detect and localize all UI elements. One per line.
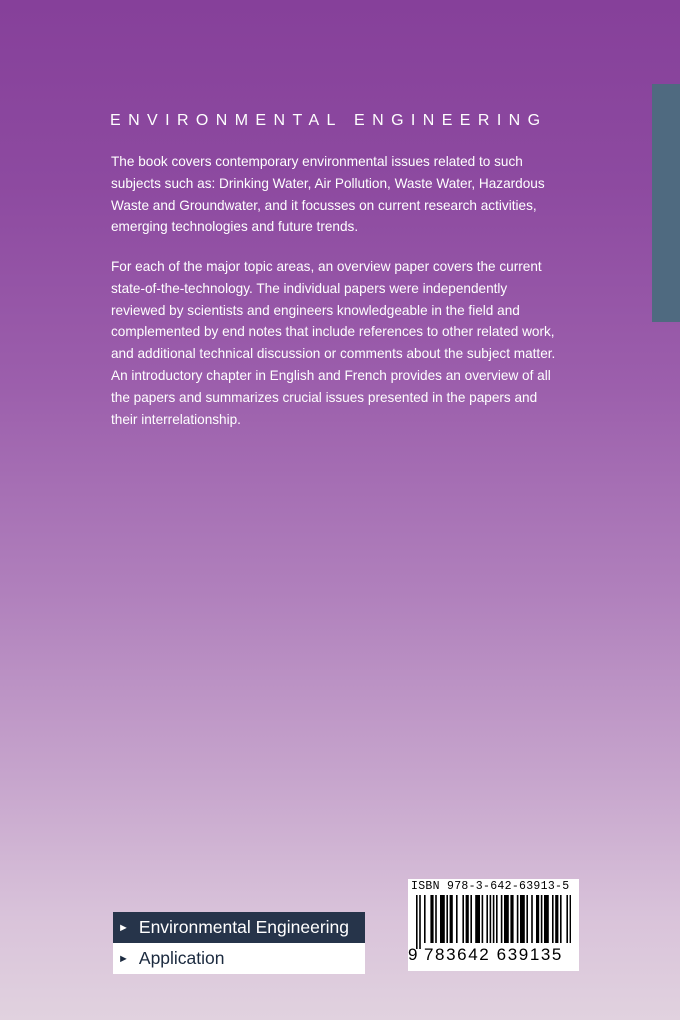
- barcode-block: [408, 879, 579, 971]
- barcode-bar: [517, 895, 519, 943]
- spine-color-tab: [652, 84, 680, 322]
- ean-digits: 783642 639135: [424, 945, 563, 964]
- subject-item-environmental-engineering: [113, 912, 365, 943]
- barcode-bar: [450, 895, 453, 943]
- triangle-right-icon: ►: [118, 921, 129, 934]
- barcode-bar: [570, 895, 571, 943]
- barcode-bar: [466, 895, 469, 943]
- barcode-bar: [435, 895, 437, 943]
- barcode-bar: [493, 895, 495, 943]
- subject-item-application: [113, 943, 365, 974]
- barcode-bar: [555, 895, 558, 943]
- barcode-bar: [552, 895, 554, 943]
- barcode-bar: [475, 895, 480, 943]
- subject-list: [113, 912, 365, 974]
- barcode-bar: [510, 895, 513, 943]
- barcode-bar: [456, 895, 458, 943]
- barcode-bar: [446, 895, 448, 943]
- barcode-bar: [470, 895, 472, 943]
- barcode-bar: [490, 895, 492, 943]
- barcode-bar: [536, 895, 539, 943]
- triangle-right-icon: ►: [118, 952, 129, 965]
- description-paragraph-1: The book covers contemporary environmental issues related to such subjects such as: Drinking Water, Air Pollution, Waste Water, Hazardous Waste and Groundwater, and it focusses on current research activities, emerging technologies and future trends.: [111, 154, 545, 235]
- barcode-bar: [541, 895, 543, 943]
- barcode-bar: [520, 895, 525, 943]
- series-title: ENVIRONMENTAL ENGINEERING: [110, 112, 548, 129]
- barcode-bar: [560, 895, 562, 943]
- barcode-bar: [501, 895, 503, 943]
- barcode-bar: [486, 895, 488, 943]
- barcode-bar: [416, 895, 418, 949]
- barcode-bar: [462, 895, 464, 943]
- barcode-bar: [419, 895, 421, 949]
- description-paragraph-2: For each of the major topic areas, an overview paper covers the current state-of-the-technology. The individual papers were independently reviewed by scientists and engineers knowledgeable in the field and complemented by end notes that include references to other related work, and additional technical discussion or comments about the subject matter. An introductory chapter in English and French provides an overview of all the papers and summarizes crucial issues presented in the papers and their interrelationship.: [111, 259, 556, 427]
- barcode-bar: [504, 895, 509, 943]
- barcode-bar: [526, 895, 528, 943]
- barcode-bar: [424, 895, 426, 943]
- barcode-bar: [440, 895, 445, 943]
- ean-first-digit: 9: [408, 945, 418, 964]
- barcode-bar: [496, 895, 498, 943]
- subject-label: Environmental Engineering: [138, 917, 350, 937]
- subject-label: Application: [138, 948, 225, 968]
- barcode-icon: [416, 895, 571, 949]
- barcode-bar: [566, 895, 568, 943]
- barcode-bar: [531, 895, 533, 943]
- barcode-bar: [430, 895, 433, 943]
- barcode-bar: [544, 895, 549, 943]
- barcode-bar: [482, 895, 484, 943]
- isbn-text: ISBN 978-3-642-63913-5: [411, 880, 570, 893]
